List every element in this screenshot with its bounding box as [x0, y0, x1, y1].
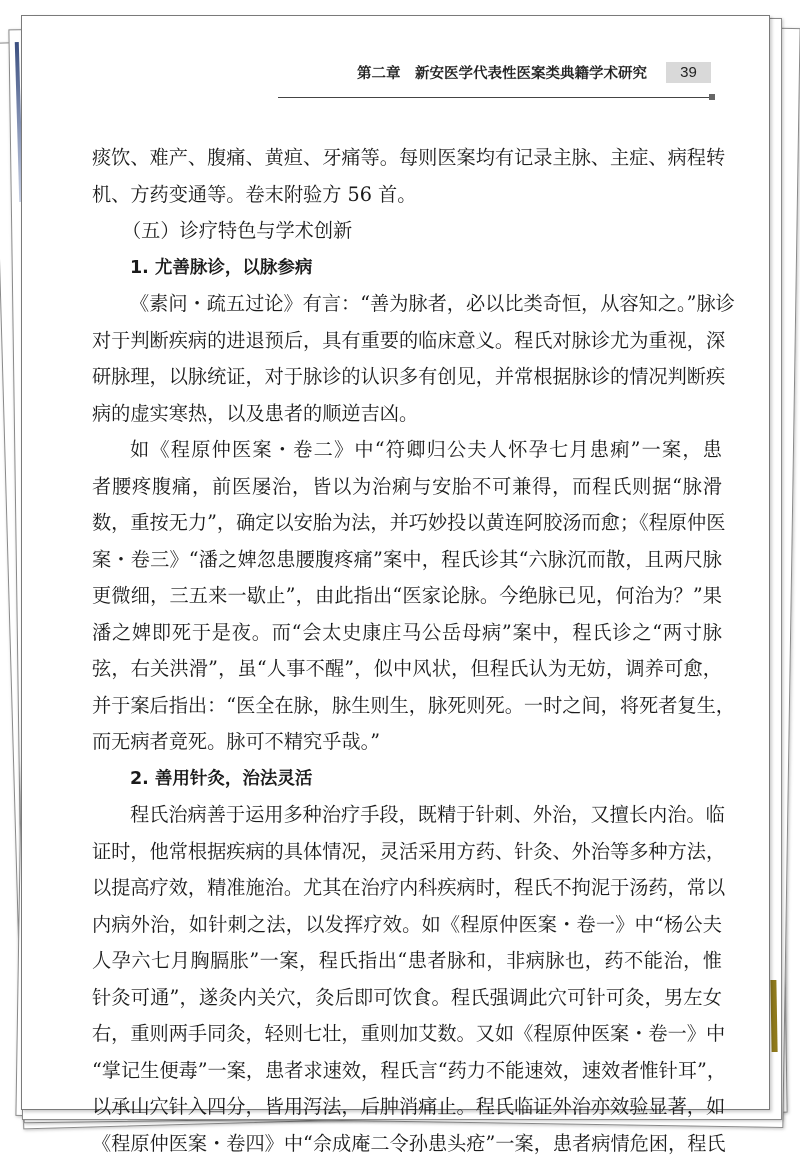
text-line: 《程原仲医案・卷四》中“佘成庵二令孙患头疮”一案，患者病情危困，程氏 [92, 1126, 722, 1162]
subsection-heading: 2. 善用针灸，治法灵活 [92, 761, 722, 798]
text-line: 潘之婢即死于是夜。而“会太史康庄马公岳母病”案中，程氏诊之“两寸脉 [92, 615, 722, 652]
text-line: 更微细，三五来一歇止”，由此指出“医家论脉。今绝脉已见，何治为？”果 [92, 578, 722, 615]
text-line: 右，重则两手同灸，轻则七壮，重则加艾数。又如《程原仲医案・卷一》中 [92, 1016, 722, 1053]
text-line: 痰饮、难产、腹痛、黄疸、牙痛等。每则医案均有记录主脉、主症、病程转 [92, 140, 722, 177]
section-heading: （五）诊疗特色与学术创新 [92, 213, 722, 250]
text-line: “掌记生便毒”一案，患者求速效，程氏言“药力不能速效，速效者惟针耳”， [92, 1053, 722, 1090]
text-line: 以提高疗效，精准施治。尤其在治疗内科疾病时，程氏不拘泥于汤药，常以 [92, 870, 722, 907]
text-line: 《素问・疏五过论》有言：“善为脉者，必以比类奇恒，从容知之。”脉诊 [92, 286, 722, 323]
text-line: 如《程原仲医案・卷二》中“符卿归公夫人怀孕七月患痢”一案，患 [92, 432, 722, 469]
text-line: 病的虚实寒热，以及患者的顺逆吉凶。 [92, 396, 722, 433]
text-line: 人孕六七月胸膈胀”一案，程氏指出“患者脉和，非病脉也，药不能治，惟 [92, 943, 722, 980]
text-line: 而无病者竟死。脉可不精究乎哉。” [92, 724, 722, 761]
text-line: 数，重按无力”，确定以安胎为法，并巧妙投以黄连阿胶汤而愈；《程原仲医 [92, 505, 722, 542]
book-cover-edge [770, 980, 777, 1052]
subsection-heading: 1. 尤善脉诊，以脉参病 [92, 250, 722, 287]
header-rule-end-marker [709, 94, 715, 100]
text-line: 程氏治病善于运用多种治疗手段，既精于针刺、外治，又擅长内治。临 [92, 797, 722, 834]
text-line: 针灸可通”，遂灸内关穴，灸后即可饮食。程氏强调此穴可针可灸，男左女 [92, 980, 722, 1017]
text-line: 弦，右关洪滑”，虽“人事不醒”，似中风状，但程氏认为无妨，调养可愈， [92, 651, 722, 688]
text-line: 证时，他常根据疾病的具体情况，灵活采用方药、针灸、外治等多种方法， [92, 834, 722, 871]
page-number: 39 [666, 62, 711, 83]
text-line: 并于案后指出：“医全在脉，脉生则生，脉死则死。一时之间，将死者复生， [92, 688, 722, 725]
text-line: 对于判断疾病的进退预后，具有重要的临床意义。程氏对脉诊尤为重视，深 [92, 323, 722, 360]
header-rule [278, 97, 710, 98]
body-text [92, 140, 722, 1162]
text-line: 机、方药变通等。卷末附验方 56 首。 [92, 177, 722, 214]
text-line: 内病外治，如针刺之法，以发挥疗效。如《程原仲医案・卷一》中“杨公夫 [92, 907, 722, 944]
text-line: 者腰疼腹痛，前医屡治，皆以为治痢与安胎不可兼得，而程氏则据“脉滑 [92, 469, 722, 506]
running-header-title: 第二章 新安医学代表性医案类典籍学术研究 [357, 64, 647, 84]
document-page [21, 15, 770, 1110]
text-line: 研脉理，以脉统证，对于脉诊的认识多有创见，并常根据脉诊的情况判断疾 [92, 359, 722, 396]
text-line: 以承山穴针入四分，皆用泻法，后肿消痛止。程氏临证外治亦效验显著，如 [92, 1089, 722, 1126]
text-line: 案・卷三》“潘之婢忽患腰腹疼痛”案中，程氏诊其“六脉沉而散，且两尺脉 [92, 542, 722, 579]
